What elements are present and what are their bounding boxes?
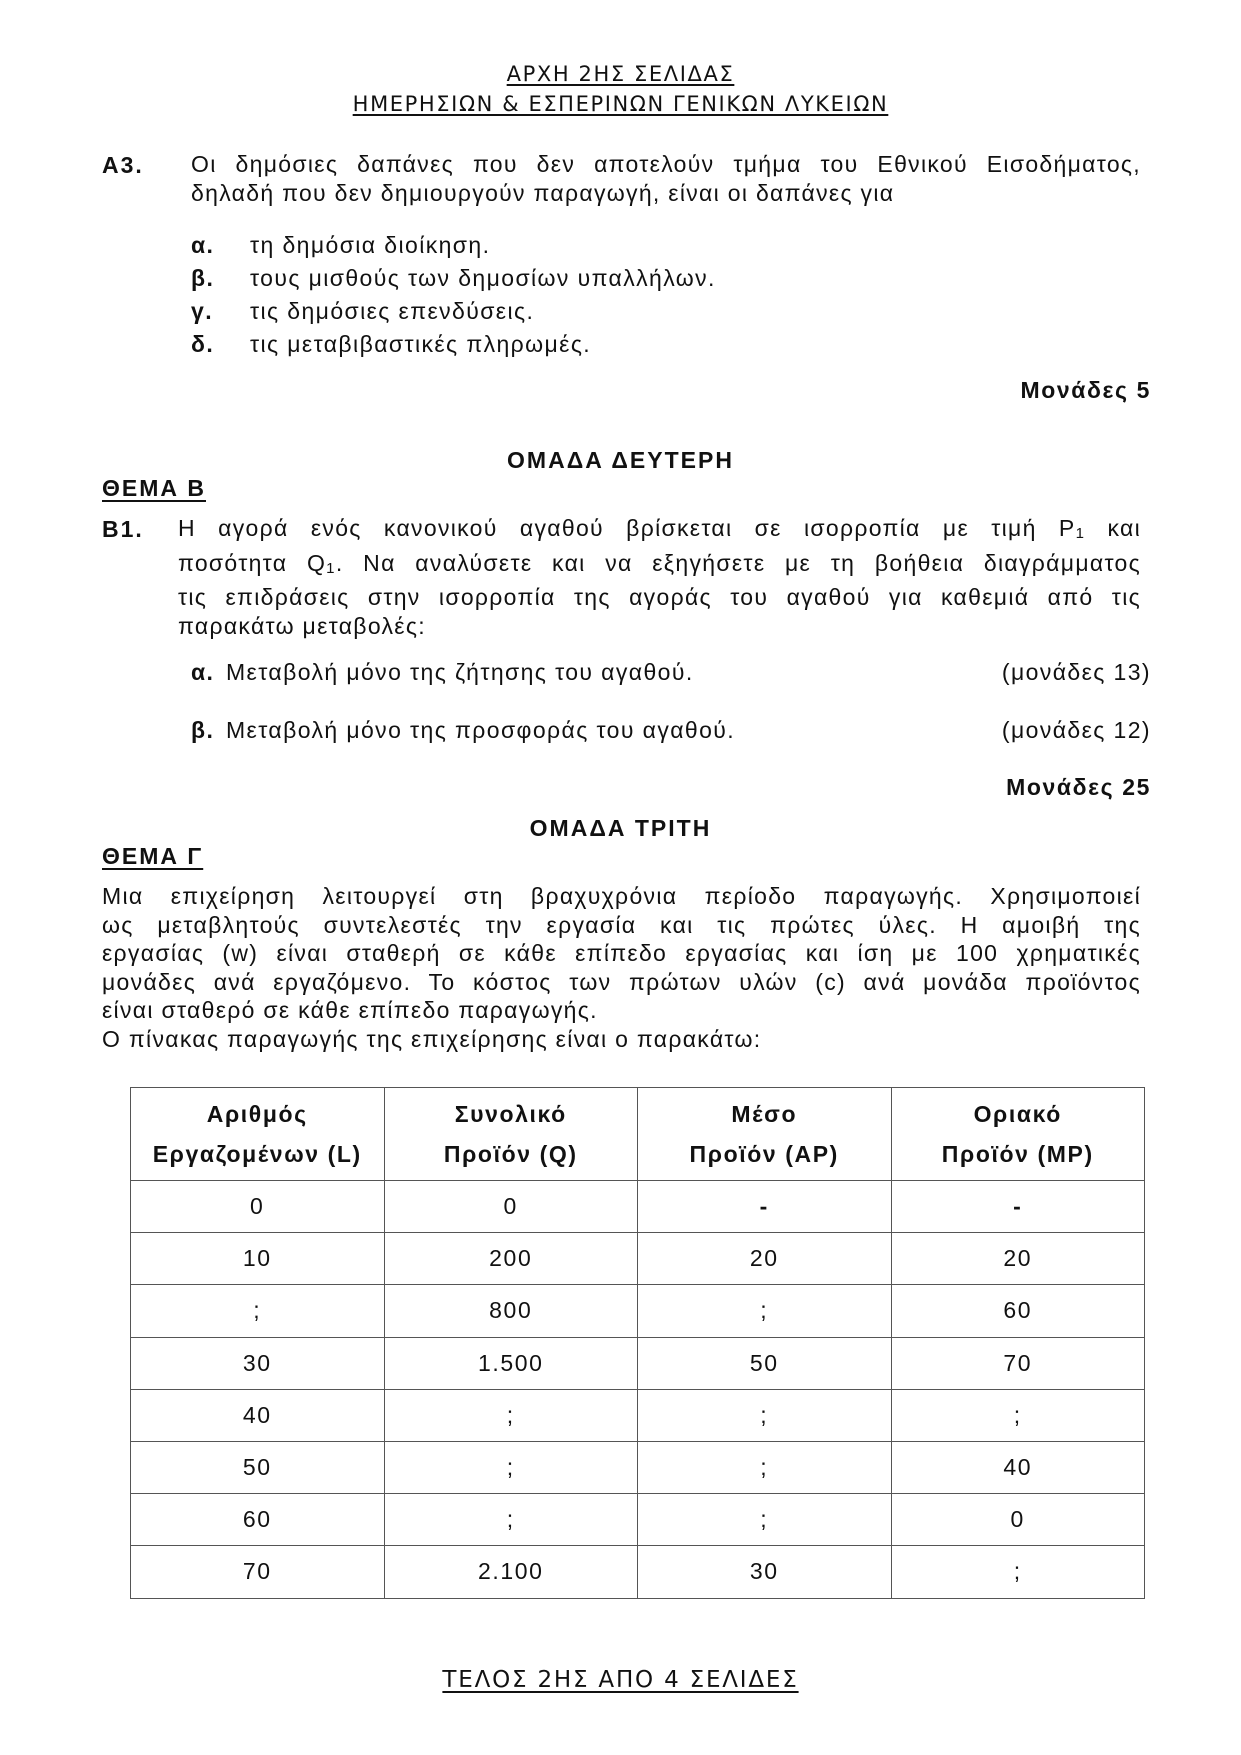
table-cell: 20: [891, 1233, 1145, 1285]
table-cell: 70: [131, 1546, 385, 1598]
option-text: τις μεταβιβαστικές πληρωμές.: [250, 331, 592, 357]
table-cell: -: [891, 1181, 1145, 1233]
question-b1-line: τις επιδράσεις στην ισορροπία της αγοράς του αγαθού για καθεμιά από τις: [178, 584, 1141, 610]
paragraph-line: Ο πίνακας παραγωγής της επιχείρησης είναι ο παρακάτω:: [102, 1025, 762, 1052]
table-cell: 70: [891, 1337, 1145, 1389]
table-cell: 50: [131, 1441, 385, 1493]
table-cell: 30: [131, 1337, 385, 1389]
table-cell: 10: [131, 1233, 385, 1285]
table-cell: 1.500: [384, 1337, 638, 1389]
question-b1-line: ποσότητα $Q_1$. Να αναλύσετε και να εξηγήσετε με τη βοήθεια διαγράμματος: [178, 549, 1141, 577]
option-letter: β.: [191, 265, 215, 291]
option-letter: δ.: [191, 331, 215, 357]
b1-sub-a-letter: α.: [191, 659, 215, 685]
table-cell: ;: [638, 1494, 892, 1546]
paragraph-line: μονάδες ανά εργαζόμενο. Το κόστος των πρώτων υλών (c) ανά μονάδα προϊόντος: [102, 968, 1141, 995]
table-row: [131, 1441, 1145, 1493]
table-cell: 30: [638, 1546, 892, 1598]
table-cell: 50: [638, 1337, 892, 1389]
option-text: τη δημόσια διοίκηση.: [250, 232, 491, 258]
paragraph-line: Μια επιχείρηση λειτουργεί στη βραχυχρόνια περίοδο παραγωγής. Χρησιμοποιεί: [102, 883, 1141, 909]
table-cell: ;: [384, 1389, 638, 1441]
column-header-average-product: Μέσο Προϊόν (ΑΡ): [638, 1088, 892, 1181]
b1-sub-b-letter: β.: [191, 717, 215, 743]
group2-title: ΟΜΑΔΑ ΔΕΥΤΕΡΗ: [507, 447, 734, 473]
table-cell: 0: [384, 1181, 638, 1233]
table-cell: ;: [384, 1494, 638, 1546]
table-cell: 0: [131, 1181, 385, 1233]
table-cell: -: [638, 1181, 892, 1233]
b1-sub-a-points: (μονάδες 13): [1001, 659, 1151, 685]
table-row: [131, 1233, 1145, 1285]
table-row: [131, 1546, 1145, 1598]
theme-c-paragraph: [102, 882, 1141, 1053]
table-cell: 40: [891, 1441, 1145, 1493]
table-cell: 20: [638, 1233, 892, 1285]
table-row: [131, 1337, 1145, 1389]
group3-title: ΟΜΑΔΑ ΤΡΙΤΗ: [529, 815, 712, 841]
table-cell: 40: [131, 1389, 385, 1441]
table-cell: ;: [891, 1546, 1145, 1598]
page-footer: ΤΕΛΟΣ 2ΗΣ ΑΠΟ 4 ΣΕΛΙΔΕΣ: [442, 1667, 799, 1693]
page-header-line2: ΗΜΕΡΗΣΙΩΝ & ΕΣΠΕΡΙΝΩΝ ΓΕΝΙΚΩΝ ΛΥΚΕΙΩΝ: [352, 92, 889, 116]
table-cell: 200: [384, 1233, 638, 1285]
production-table: [130, 1087, 1145, 1599]
table-row: [131, 1181, 1145, 1233]
table-cell: ;: [638, 1285, 892, 1337]
option-letter: γ.: [191, 298, 213, 324]
option-text: τις δημόσιες επενδύσεις.: [250, 298, 535, 324]
question-a3-text: [191, 150, 1141, 207]
table-cell: ;: [131, 1285, 385, 1337]
table-row: [131, 1494, 1145, 1546]
question-a3-label: Α3.: [102, 152, 144, 178]
question-b1-line: παρακάτω μεταβολές:: [178, 612, 426, 639]
question-a3-line: Οι δημόσιες δαπάνες που δεν αποτελούν τμήμα του Εθνικού Εισοδήματος,: [191, 151, 1141, 177]
theme-c-heading: ΘΕΜΑ Γ: [102, 843, 204, 869]
paragraph-line: εργασίας (w) είναι σταθερή σε κάθε επίπεδο εργασίας και ίση με 100 χρηματικές: [102, 940, 1141, 966]
table-cell: ;: [384, 1441, 638, 1493]
table-cell: 0: [891, 1494, 1145, 1546]
b1-sub-b-text: Μεταβολή μόνο της προσφοράς του αγαθού.: [226, 717, 736, 743]
table-row: [131, 1285, 1145, 1337]
table-cell: 800: [384, 1285, 638, 1337]
b1-sub-a-text: Μεταβολή μόνο της ζήτησης του αγαθού.: [226, 659, 694, 685]
question-b1-line: Η αγορά ενός κανονικού αγαθού βρίσκεται σε ισορροπία με τιμή $P_1$ και: [178, 515, 1142, 542]
table-cell: ;: [638, 1441, 892, 1493]
column-header-total-product: Συνολικό Προϊόν (Q): [384, 1088, 638, 1181]
question-b1-label: Β1.: [102, 516, 144, 542]
table-cell: ;: [638, 1389, 892, 1441]
column-header-marginal-product: Οριακό Προϊόν (ΜΡ): [891, 1088, 1145, 1181]
table-cell: 60: [891, 1285, 1145, 1337]
paragraph-line: είναι σταθερό σε κάθε επίπεδο παραγωγής.: [102, 997, 598, 1023]
b1-points: Μονάδες 25: [1006, 774, 1151, 800]
b1-sub-b-points: (μονάδες 12): [1001, 717, 1151, 743]
question-a3-line: δηλαδή που δεν δημιουργούν παραγωγή, είναι οι δαπάνες για: [191, 179, 895, 206]
option-text: τους μισθούς των δημοσίων υπαλλήλων.: [250, 265, 716, 291]
table-row: [131, 1389, 1145, 1441]
table-cell: 60: [131, 1494, 385, 1546]
question-b1-text: [178, 514, 1141, 640]
paragraph-line: ως μεταβλητούς συντελεστές την εργασία και τις πρώτες ύλες. Η αμοιβή της: [102, 911, 1141, 938]
table-cell: 2.100: [384, 1546, 638, 1598]
table-cell: ;: [891, 1389, 1145, 1441]
page-header-line1: ΑΡΧΗ 2ΗΣ ΣΕΛΙΔΑΣ: [506, 62, 735, 86]
table-header-row: [131, 1088, 1145, 1181]
column-header-labor: Αριθμός Εργαζομένων (L): [131, 1088, 385, 1181]
a3-points: Μονάδες 5: [1020, 377, 1151, 403]
option-letter: α.: [191, 232, 215, 258]
theme-b-heading: ΘΕΜΑ Β: [102, 475, 206, 501]
